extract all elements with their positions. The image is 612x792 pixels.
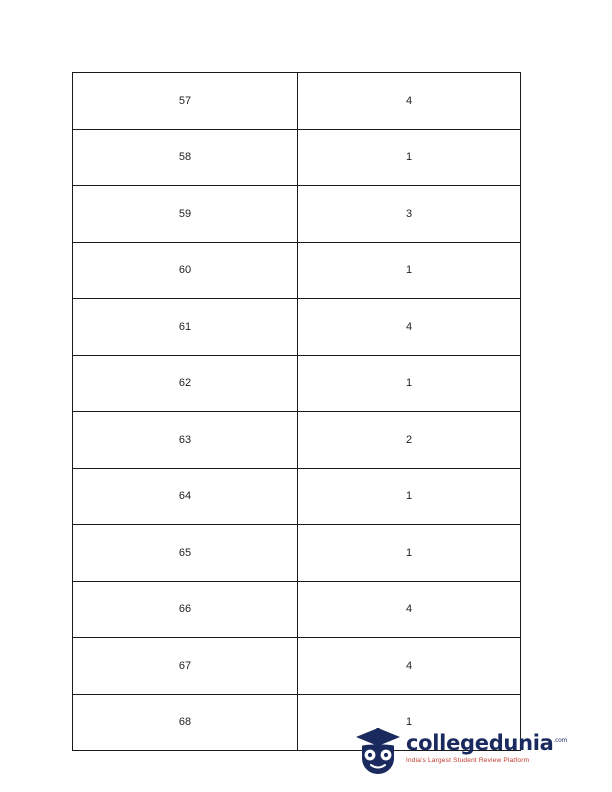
table-row xyxy=(73,525,521,582)
question-number: 68 xyxy=(73,694,298,751)
brand-name xyxy=(406,730,568,755)
question-number: 62 xyxy=(73,355,298,412)
table-row xyxy=(73,186,521,243)
answer-value: 3 xyxy=(298,186,521,243)
table-row xyxy=(73,468,521,525)
answer-value: 1 xyxy=(298,355,521,412)
question-number: 66 xyxy=(73,581,298,638)
answer-key-table-body xyxy=(73,73,521,751)
answer-key-table xyxy=(72,72,521,751)
question-number: 65 xyxy=(73,525,298,582)
table-row xyxy=(73,129,521,186)
brand-tagline: India's Largest Student Review Platform xyxy=(406,757,530,764)
table-row xyxy=(73,242,521,299)
answer-value: 1 xyxy=(298,525,521,582)
question-number: 59 xyxy=(73,186,298,243)
question-number: 58 xyxy=(73,129,298,186)
brand-suffix: .com xyxy=(553,737,568,744)
question-number: 67 xyxy=(73,638,298,695)
answer-value: 4 xyxy=(298,299,521,356)
brand-part-college: college xyxy=(406,731,489,755)
question-number: 61 xyxy=(73,299,298,356)
watermark-text xyxy=(406,730,568,764)
answer-value: 1 xyxy=(298,468,521,525)
question-number: 57 xyxy=(73,73,298,130)
answer-value: 1 xyxy=(298,694,521,751)
table-row xyxy=(73,299,521,356)
table-row xyxy=(73,581,521,638)
answer-value: 4 xyxy=(298,581,521,638)
student-face-icon xyxy=(352,724,404,776)
answer-value: 1 xyxy=(298,129,521,186)
table-row xyxy=(73,412,521,469)
question-number: 60 xyxy=(73,242,298,299)
table-row xyxy=(73,355,521,412)
table-row xyxy=(73,638,521,695)
table-row xyxy=(73,73,521,130)
answer-value: 4 xyxy=(298,73,521,130)
answer-value: 1 xyxy=(298,242,521,299)
answer-value: 2 xyxy=(298,412,521,469)
collegedunia-watermark xyxy=(352,722,568,778)
question-number: 63 xyxy=(73,412,298,469)
brand-part-dunia: dunia xyxy=(488,731,554,755)
answer-value: 4 xyxy=(298,638,521,695)
question-number: 64 xyxy=(73,468,298,525)
